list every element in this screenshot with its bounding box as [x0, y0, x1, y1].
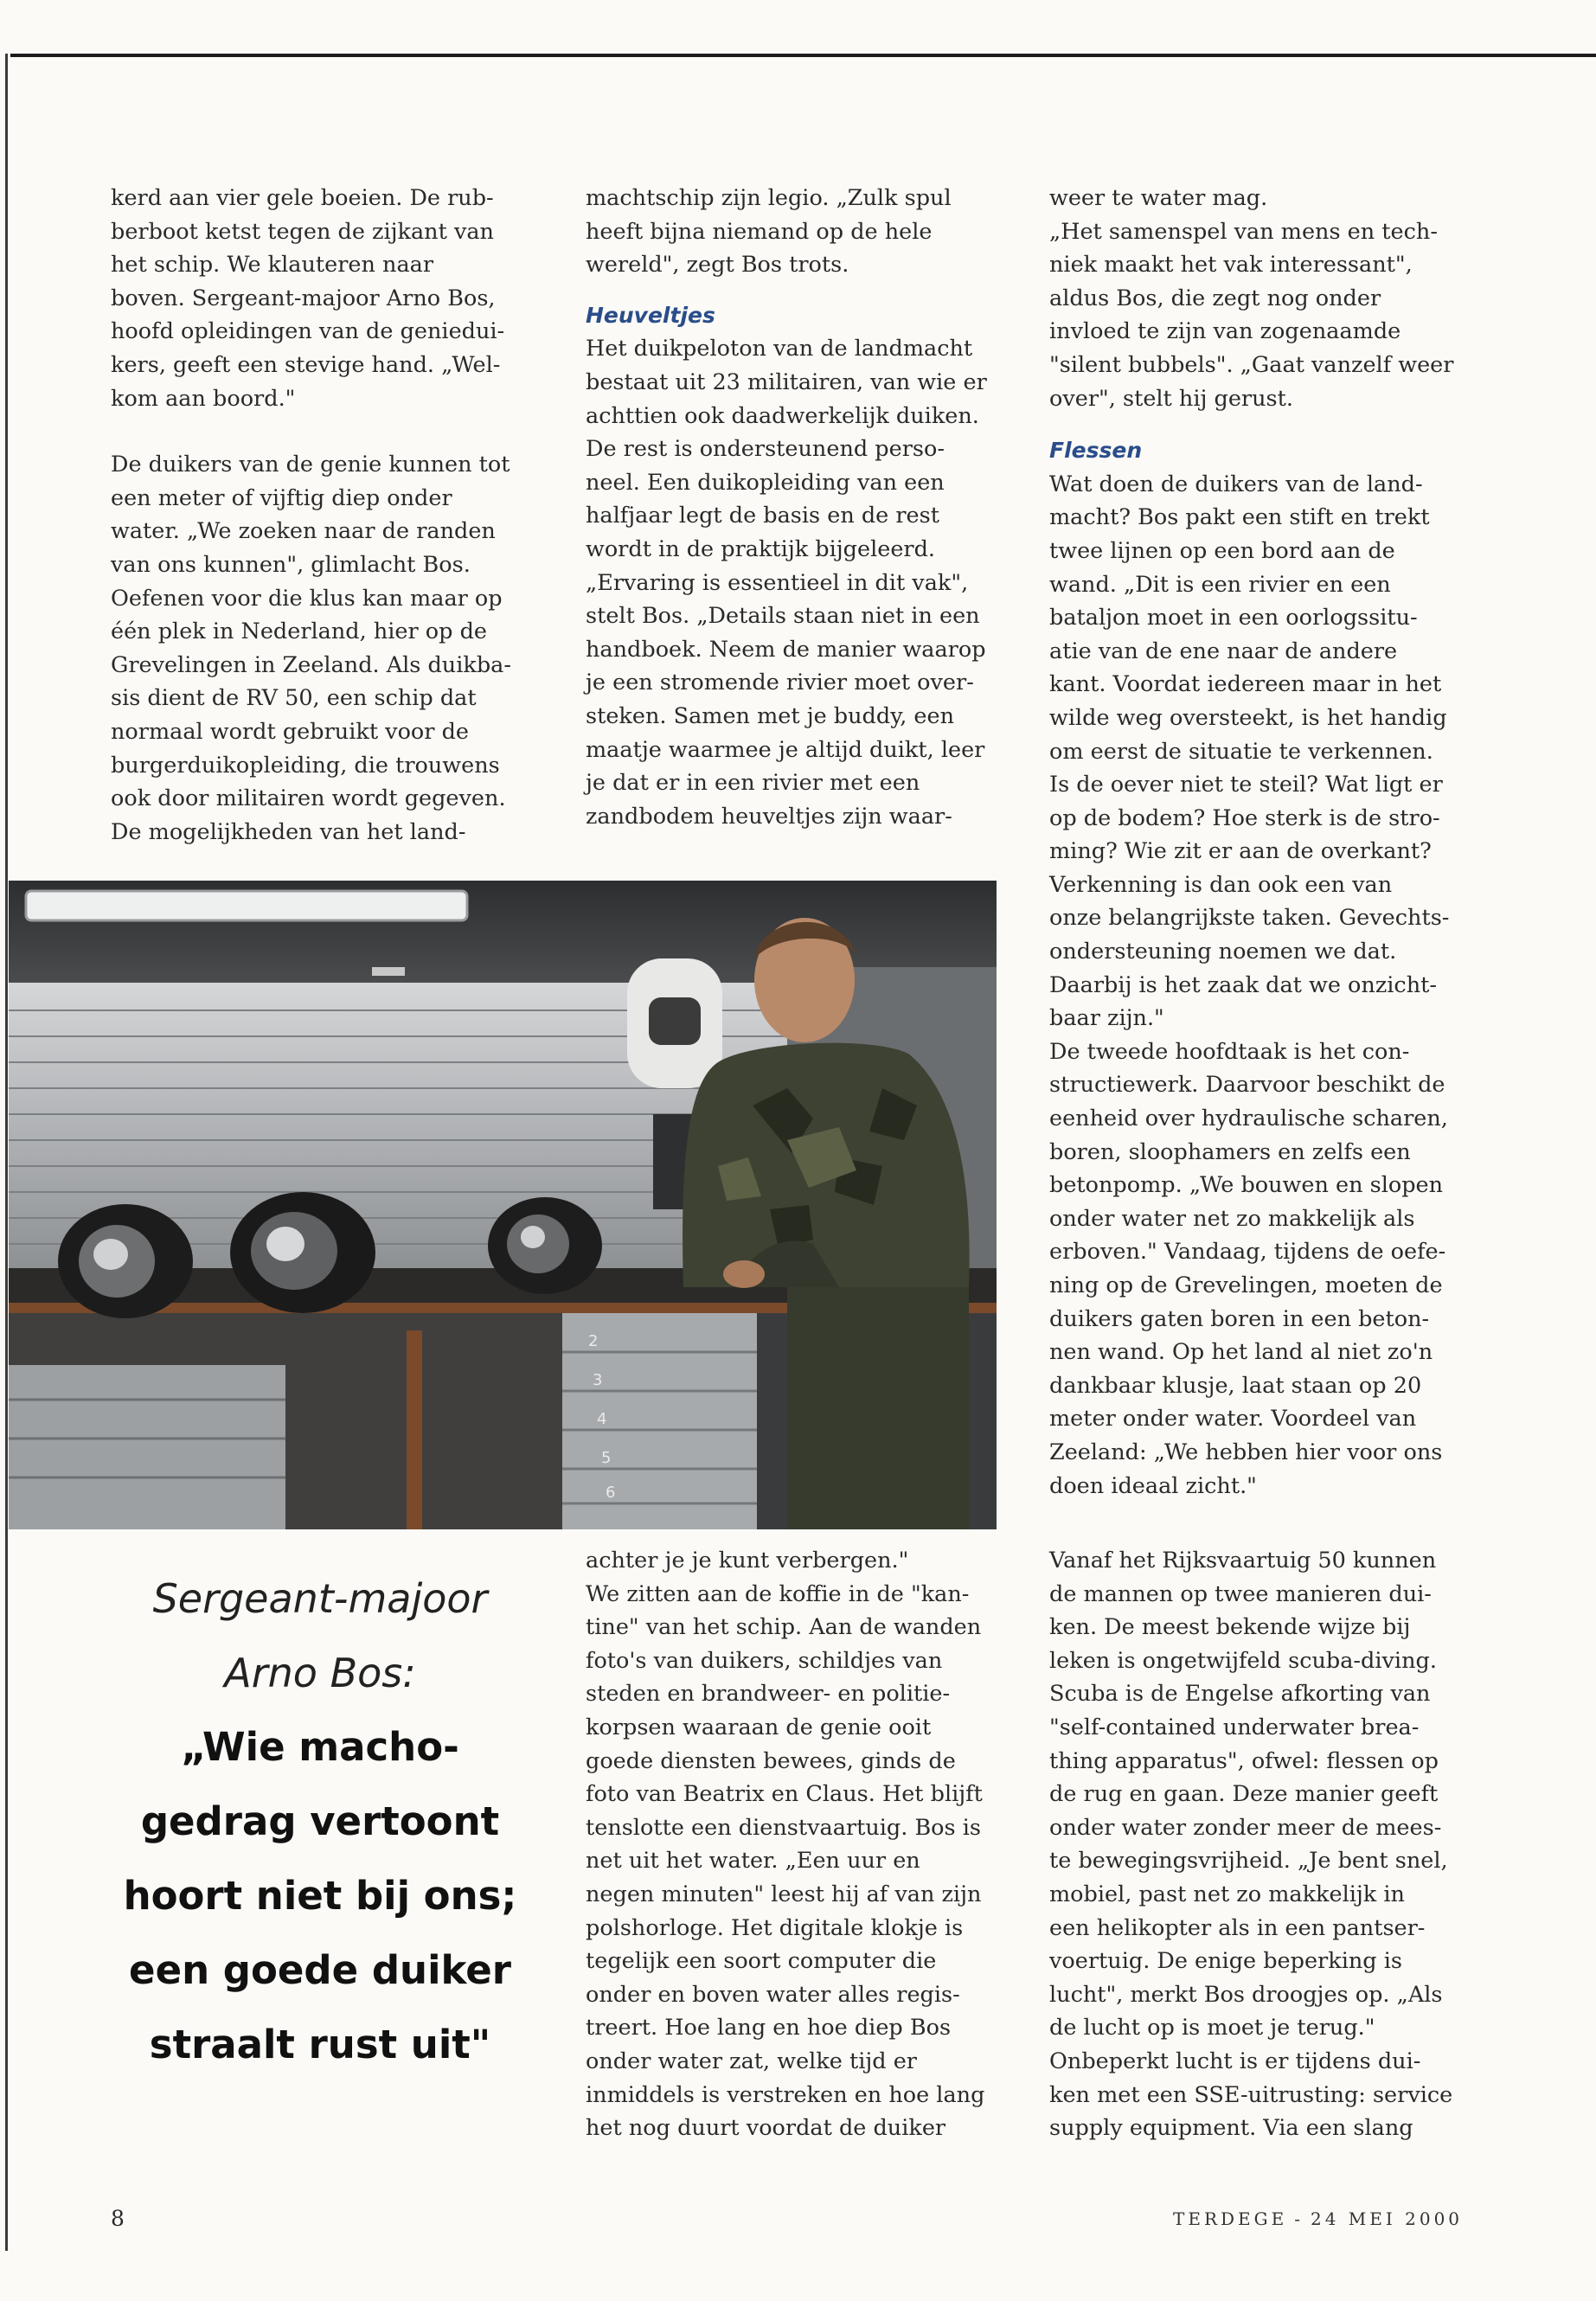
subheading-heuveltjes: Heuveltjes: [586, 302, 715, 328]
drawer-label: 6: [606, 1484, 616, 1502]
paragraph: kerd aan vier gele boeien. De rub- berboot ketst tegen de zijkant van het schip. We klauteren naar boven. Sergeant-majoor Arno Bos, hoofd opleidingen van de genieduі- kers, geeft een stevige hand. „Wel- kom aan boord.": [111, 185, 505, 412]
diving-helmet: [488, 1197, 602, 1294]
paragraph: De duikers van de genie kunnen tot een meter of vijftig diep onder water. „We zoeken naar de randen van ons kunnen", glimlacht Bos. Oefenen voor die klus kan maar op één plek in Nederland, hier op de Grevelingen in Zeeland. Als duikba- sis dient de RV 50, een schip dat normaal wordt gebruikt voor de burgerduikopleiding, die trouwens ook door militairen wordt gegeven. De mogelijkheden van het land-: [111, 452, 511, 845]
photo-diver-with-helmets: [9, 881, 997, 1529]
magazine-name: TERDEGE: [1173, 2208, 1288, 2229]
issue-date: 24 MEI 2000: [1310, 2208, 1464, 2229]
paragraph: machtschip zijn legio. „Zulk spul heeft bijna niemand op de hele wereld", zegt Bos trots.: [586, 185, 952, 279]
column-1: [111, 182, 552, 849]
column-2: [586, 182, 1018, 833]
subheading-flessen: Flessen: [1049, 438, 1143, 464]
paragraph: De tweede hoofdtaak is het con- structiewerk. Daarvoor beschikt de eenheid over hydraulische scharen, boren, sloophamers en zelfs een betonpomp. „We bouwen en slopen onder water net zo makkelijk als erboven." Vandaag, tijdens de oefe- ning op de Grevelingen, moeten de duikers gaten boren in een beton- nen wand. Op het land al niet zo'n dankbaar klusje, laat staan op 20 meter onder water. Voordeel van Zeeland: „We hebben hier voor ons doen ideaal zicht.": [1049, 1038, 1448, 1499]
quote-attribution: Sergeant-majoor Arno Bos:: [152, 1575, 488, 1696]
drawer-cabinet-left: [9, 1365, 285, 1529]
top-rule: [10, 54, 1596, 57]
drawer-label: 2: [588, 1332, 599, 1350]
footer-masthead: [1170, 2208, 1466, 2229]
paragraph: Vanaf het Rijksvaartuig 50 kunnen de mannen op twee manieren dui- ken. De meest bekende wijze bij leken is ongetwijfeld scuba-diving. Scuba is de Engelse afkorting van "self-contained underwater brea- thing apparatus", ofwel: flessen op de rug en gaan. Deze manier geeft onder water zonder meer de mees- te bewegingsvrijheid. „Je bent snel, mobiel, past net zo makkelijk in een helikopter als in een pantser- voertuig. De enige beperking is lucht", merkt Bos droogjes op. „Als de lucht op is moet je terug." Onbeperkt lucht is er tijdens dui- ken met een SSE-uitrusting: service supply equipment. Via een slang: [1049, 1548, 1453, 2142]
diving-helmet: [58, 1204, 193, 1318]
drawer-label: 5: [601, 1449, 612, 1467]
page-number: 8: [111, 2206, 125, 2231]
drawer-label: 4: [597, 1410, 607, 1428]
paragraph: Het duikpeloton van de landmacht bestaat uit 23 militairen, van wie er achttien ook daadwerkelijk duiken. De rest is ondersteunend perso- neel. Een duikopleiding van een halfjaar legt de basis en de rest wordt in de praktijk bijgeleerd. „Ervaring is essentieel in dit vak", stelt Bos. „Details staan niet in een handboek. Neem de manier waarop je een stromende rivier moet over- steken. Samen met je buddy, een maatje waarmee je altijd duikt, leer je dat er in een rivier met een zandbodem heuveltjes zijn waar-: [586, 336, 987, 830]
left-edge-rule: [5, 54, 8, 2251]
paragraph: weer te water mag. „Het samenspel van mens en tech- niek maakt het vak interessant", aldus Bos, die zegt nog onder invloed te zijn van zogenaamde "silent bubbels". „Gaat vanzelf weer over", stelt hij gerust.: [1049, 185, 1454, 412]
quote-text: „Wie macho- gedrag vertoont hoort niet bij ons; een goede duiker straalt rust uit": [123, 1724, 517, 2067]
pull-quote: [104, 1561, 536, 2082]
paragraph: achter je je kunt verbergen." We zitten aan de koffie in de "kan- tine" van het schip. Aan de wanden foto's van duikers, schildjes van steden en brandweer- en politie- korpsen waaraan de genie ooit goede diensten bewees, ginds de foto van Beatrix en Claus. Het blijft tenslotte een dienstvaartuig. Bos is net uit het water. „Een uur en negen minuten" leest hij af van zijn polshorloge. Het digitale klokje is tegelijk een soort computer die onder en boven water alles regis- treert. Hoe lang en hoe diep Bos onder water zat, welke tijd er inmiddels is verstreken en hoe lang het nog duurt voordat de duiker: [586, 1548, 985, 2142]
column-3: [1049, 182, 1473, 1503]
fluorescent-light: [26, 891, 467, 920]
column-2-continued: [586, 1544, 1018, 2145]
diving-helmet: [230, 1192, 375, 1313]
drawer-label: 3: [593, 1371, 603, 1389]
column-3-continued: [1049, 1544, 1473, 2145]
footer-separator: -: [1294, 2208, 1304, 2229]
paragraph: Wat doen de duikers van de land- macht? Bos pakt een stift en trekt twee lijnen op een bord aan de wand. „Dit is een rivier en een bataljon moet in een oorlogssitu- atie van de ene naar de andere kant. Voordat iedereen maar in het wilde weg oversteekt, is het handig om eerst de situatie te verkennen. Is de oever niet te steil? Wat ligt er op de bodem? Hoe sterk is de stro- ming? Wie zit er aan de overkant? Verkenning is dan ook een van onze belangrijkste taken. Gevechts- ondersteuning noemen we dat. Daarbij is het zaak dat we onzicht- baar zijn.": [1049, 471, 1450, 1032]
